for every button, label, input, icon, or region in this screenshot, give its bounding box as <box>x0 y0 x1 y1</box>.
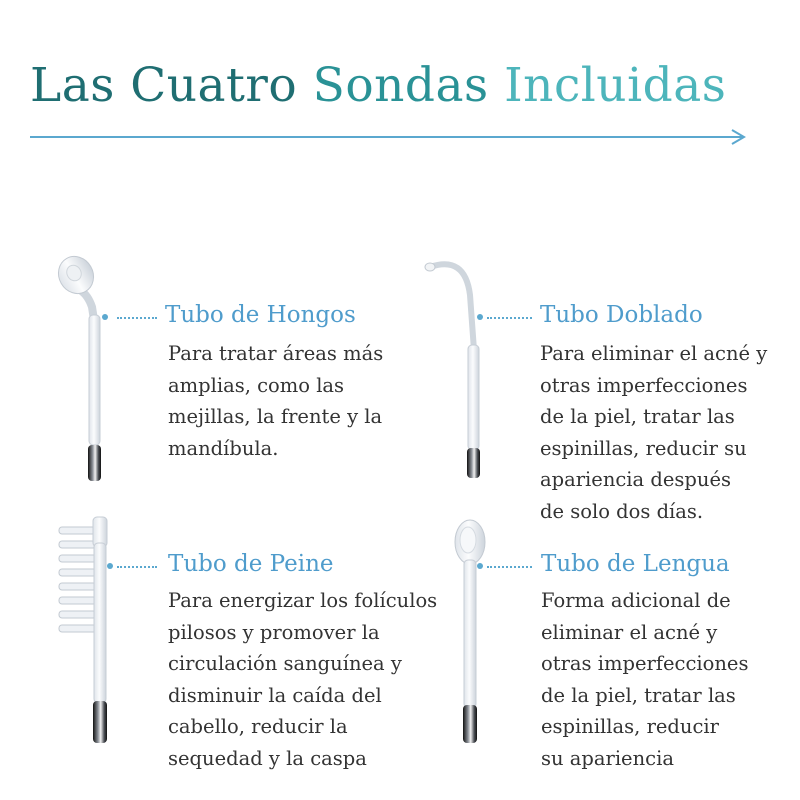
connector-dot <box>107 563 113 569</box>
desc-line: de la piel, tratar las <box>541 683 736 707</box>
connector-dots <box>487 566 532 568</box>
desc-line: de solo dos días. <box>540 499 704 523</box>
connector-dots <box>487 317 532 319</box>
desc-line: su apariencia <box>541 746 674 770</box>
desc-line: Para energizar los folículos <box>168 589 438 612</box>
connector-dots <box>117 317 157 319</box>
desc-line: Forma adicional de <box>541 589 731 612</box>
desc-line: otras imperfecciones <box>540 373 748 397</box>
tongue-tube-icon <box>440 512 500 752</box>
mushroom-tube-icon <box>50 245 120 485</box>
probe-desc-hongos <box>168 338 383 464</box>
probe-desc-doblado <box>540 338 767 527</box>
desc-line: circulación sanguínea y <box>168 652 402 675</box>
desc-line: amplias, como las <box>168 373 345 397</box>
probe-title-lengua: Tubo de Lengua <box>541 551 730 577</box>
desc-line: espinillas, reducir <box>541 715 719 738</box>
probe-title-doblado: Tubo Doblado <box>540 302 703 328</box>
connector-dots <box>117 566 157 568</box>
desc-line: Para eliminar el acné y <box>540 342 768 365</box>
desc-line: disminuir la caída del <box>168 683 382 707</box>
title-word-3: Incluidas <box>504 58 727 113</box>
title-word-1: Las Cuatro <box>30 58 298 113</box>
desc-line: de la piel, tratar las <box>540 405 735 428</box>
desc-line: pilosos y promover la <box>168 620 380 644</box>
desc-line: mandíbula. <box>168 436 279 460</box>
title-underline-arrow-icon <box>30 127 750 147</box>
probe-desc-peine <box>168 585 437 774</box>
connector-dot <box>477 563 483 569</box>
bent-tube-icon <box>420 255 490 485</box>
desc-line: sequedad y la caspa <box>168 746 367 770</box>
desc-line: espinillas, reducir su <box>540 436 747 460</box>
probe-title-peine: Tubo de Peine <box>168 551 334 577</box>
title-word-2: Sondas <box>312 58 489 113</box>
desc-line: otras imperfecciones <box>541 652 749 675</box>
comb-tube-icon <box>45 515 125 750</box>
desc-line: mejillas, la frente y la <box>168 405 383 428</box>
connector-dot <box>477 314 483 320</box>
probe-title-hongos: Tubo de Hongos <box>165 302 356 328</box>
desc-line: apariencia después <box>540 468 731 491</box>
connector-dot <box>102 314 108 320</box>
desc-line: Para tratar áreas más <box>168 342 384 365</box>
page-title <box>30 60 726 112</box>
probe-desc-lengua <box>541 585 748 774</box>
desc-line: cabello, reducir la <box>168 715 348 738</box>
desc-line: eliminar el acné y <box>541 620 718 644</box>
